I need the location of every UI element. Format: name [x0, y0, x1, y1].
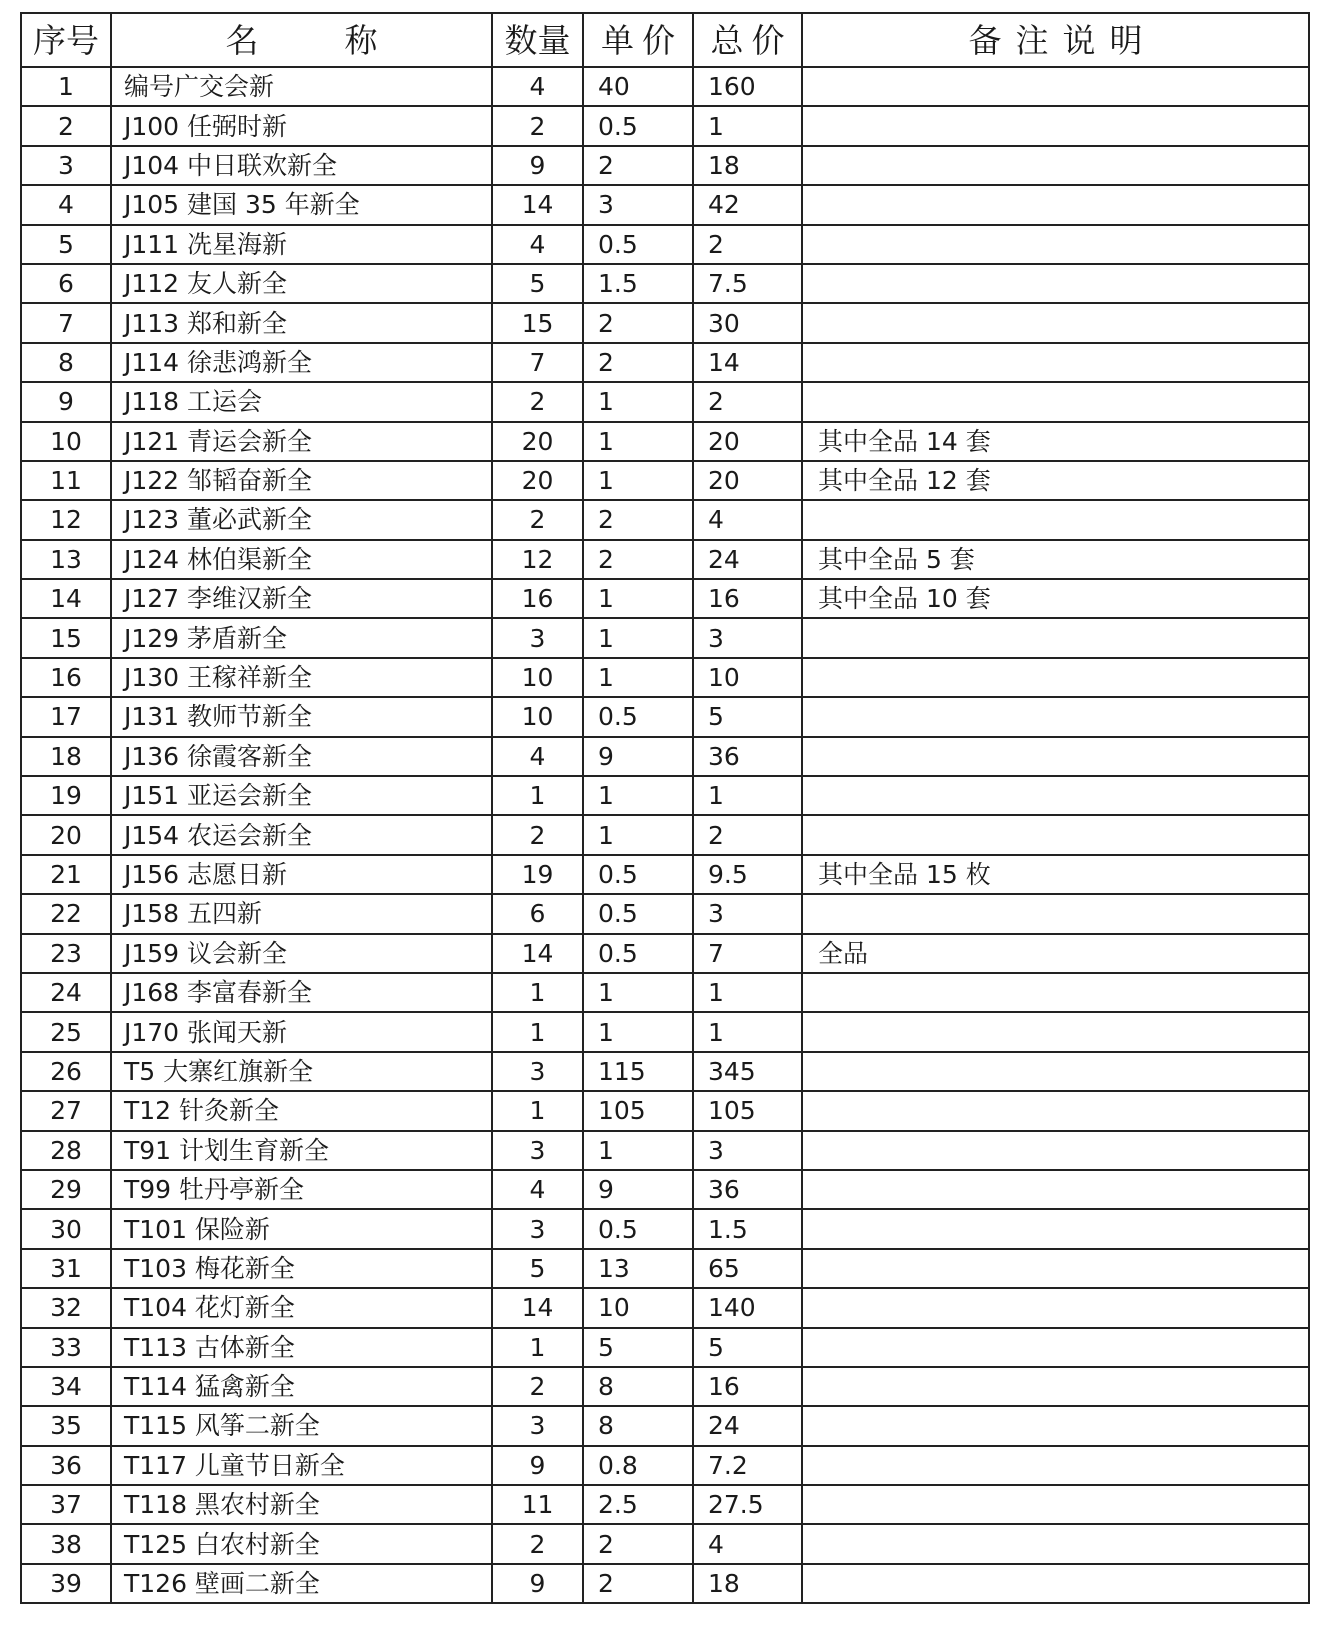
cell-name: J154 农运会新全	[111, 815, 492, 854]
cell-total: 24	[693, 540, 802, 579]
header-unit-price: 单价	[583, 13, 693, 67]
cell-note	[802, 618, 1309, 657]
cell-unit-price: 2	[583, 343, 693, 382]
cell-no: 11	[21, 461, 111, 500]
cell-unit-price: 0.8	[583, 1446, 693, 1485]
cell-note	[802, 303, 1309, 342]
cell-note	[802, 185, 1309, 224]
table-row	[21, 303, 1309, 342]
cell-no: 37	[21, 1485, 111, 1524]
table-row	[21, 461, 1309, 500]
cell-no: 17	[21, 697, 111, 736]
table-body	[21, 67, 1309, 1603]
cell-unit-price: 1	[583, 579, 693, 618]
cell-unit-price: 1.5	[583, 264, 693, 303]
table-row	[21, 1367, 1309, 1406]
cell-name: J104 中日联欢新全	[111, 146, 492, 185]
cell-unit-price: 40	[583, 67, 693, 106]
cell-no: 5	[21, 225, 111, 264]
table-row	[21, 737, 1309, 776]
table-row	[21, 1524, 1309, 1563]
cell-qty: 4	[492, 1170, 583, 1209]
cell-no: 27	[21, 1091, 111, 1130]
cell-qty: 20	[492, 422, 583, 461]
cell-note	[802, 1170, 1309, 1209]
cell-no: 1	[21, 67, 111, 106]
cell-total: 160	[693, 67, 802, 106]
cell-no: 14	[21, 579, 111, 618]
cell-name: T91 计划生育新全	[111, 1131, 492, 1170]
cell-name: T115 风筝二新全	[111, 1406, 492, 1445]
table-row	[21, 382, 1309, 421]
cell-total: 2	[693, 815, 802, 854]
cell-name: J158 五四新	[111, 894, 492, 933]
cell-name: J159 议会新全	[111, 934, 492, 973]
cell-qty: 14	[492, 1288, 583, 1327]
cell-total: 2	[693, 225, 802, 264]
cell-note	[802, 1209, 1309, 1248]
cell-note	[802, 1012, 1309, 1051]
table-row	[21, 185, 1309, 224]
cell-qty: 2	[492, 106, 583, 145]
cell-note	[802, 776, 1309, 815]
cell-total: 1.5	[693, 1209, 802, 1248]
cell-qty: 6	[492, 894, 583, 933]
cell-qty: 14	[492, 934, 583, 973]
cell-qty: 16	[492, 579, 583, 618]
table-row	[21, 894, 1309, 933]
cell-name: J124 林伯渠新全	[111, 540, 492, 579]
cell-name: T103 梅花新全	[111, 1249, 492, 1288]
cell-unit-price: 1	[583, 422, 693, 461]
cell-qty: 3	[492, 1209, 583, 1248]
cell-note	[802, 500, 1309, 539]
cell-unit-price: 10	[583, 1288, 693, 1327]
cell-name: J127 李维汉新全	[111, 579, 492, 618]
cell-total: 2	[693, 382, 802, 421]
cell-unit-price: 0.5	[583, 934, 693, 973]
cell-qty: 3	[492, 618, 583, 657]
cell-qty: 2	[492, 815, 583, 854]
cell-total: 1	[693, 1012, 802, 1051]
cell-no: 33	[21, 1328, 111, 1367]
cell-qty: 1	[492, 1091, 583, 1130]
cell-total: 345	[693, 1052, 802, 1091]
cell-name: J100 任弼时新	[111, 106, 492, 145]
cell-no: 15	[21, 618, 111, 657]
cell-unit-price: 2	[583, 146, 693, 185]
cell-total: 24	[693, 1406, 802, 1445]
table-row	[21, 815, 1309, 854]
cell-qty: 1	[492, 973, 583, 1012]
table-row	[21, 540, 1309, 579]
table-row	[21, 1012, 1309, 1051]
cell-note	[802, 1091, 1309, 1130]
cell-unit-price: 1	[583, 382, 693, 421]
cell-unit-price: 0.5	[583, 225, 693, 264]
cell-name: T125 白农村新全	[111, 1524, 492, 1563]
cell-note	[802, 264, 1309, 303]
table-row	[21, 579, 1309, 618]
cell-no: 23	[21, 934, 111, 973]
cell-total: 1	[693, 776, 802, 815]
cell-note	[802, 225, 1309, 264]
cell-note: 其中全品 12 套	[802, 461, 1309, 500]
cell-no: 26	[21, 1052, 111, 1091]
cell-total: 27.5	[693, 1485, 802, 1524]
cell-total: 140	[693, 1288, 802, 1327]
table-row	[21, 618, 1309, 657]
cell-name: J156 志愿日新	[111, 855, 492, 894]
cell-qty: 14	[492, 185, 583, 224]
cell-name: J129 茅盾新全	[111, 618, 492, 657]
cell-qty: 4	[492, 67, 583, 106]
cell-no: 3	[21, 146, 111, 185]
cell-no: 7	[21, 303, 111, 342]
cell-name: J151 亚运会新全	[111, 776, 492, 815]
cell-qty: 10	[492, 658, 583, 697]
cell-name: T117 儿童节日新全	[111, 1446, 492, 1485]
table-row	[21, 776, 1309, 815]
cell-name: J105 建国 35 年新全	[111, 185, 492, 224]
cell-qty: 7	[492, 343, 583, 382]
cell-total: 3	[693, 894, 802, 933]
cell-qty: 2	[492, 1524, 583, 1563]
cell-total: 16	[693, 579, 802, 618]
cell-unit-price: 3	[583, 185, 693, 224]
table-row	[21, 855, 1309, 894]
cell-no: 10	[21, 422, 111, 461]
cell-qty: 5	[492, 1249, 583, 1288]
cell-unit-price: 2	[583, 540, 693, 579]
cell-no: 4	[21, 185, 111, 224]
cell-note	[802, 67, 1309, 106]
cell-qty: 4	[492, 225, 583, 264]
cell-no: 20	[21, 815, 111, 854]
cell-note: 其中全品 15 枚	[802, 855, 1309, 894]
cell-total: 4	[693, 1524, 802, 1563]
table-row	[21, 146, 1309, 185]
cell-note	[802, 1524, 1309, 1563]
cell-total: 7	[693, 934, 802, 973]
cell-name: T118 黑农村新全	[111, 1485, 492, 1524]
cell-unit-price: 1	[583, 461, 693, 500]
cell-note	[802, 737, 1309, 776]
cell-unit-price: 2	[583, 1564, 693, 1603]
cell-total: 4	[693, 500, 802, 539]
table-row	[21, 1485, 1309, 1524]
cell-no: 34	[21, 1367, 111, 1406]
table-row	[21, 1564, 1309, 1603]
cell-total: 65	[693, 1249, 802, 1288]
cell-qty: 9	[492, 146, 583, 185]
cell-no: 32	[21, 1288, 111, 1327]
cell-unit-price: 115	[583, 1052, 693, 1091]
cell-unit-price: 0.5	[583, 697, 693, 736]
cell-unit-price: 0.5	[583, 894, 693, 933]
cell-total: 20	[693, 461, 802, 500]
cell-unit-price: 0.5	[583, 855, 693, 894]
cell-unit-price: 9	[583, 1170, 693, 1209]
cell-note	[802, 106, 1309, 145]
cell-qty: 3	[492, 1052, 583, 1091]
cell-note: 其中全品 14 套	[802, 422, 1309, 461]
cell-qty: 10	[492, 697, 583, 736]
cell-total: 1	[693, 106, 802, 145]
cell-note	[802, 1367, 1309, 1406]
cell-no: 24	[21, 973, 111, 1012]
cell-no: 18	[21, 737, 111, 776]
cell-name: J168 李富春新全	[111, 973, 492, 1012]
cell-qty: 19	[492, 855, 583, 894]
cell-total: 105	[693, 1091, 802, 1130]
header-row	[21, 13, 1309, 67]
cell-note	[802, 973, 1309, 1012]
table-row	[21, 1328, 1309, 1367]
cell-unit-price: 2	[583, 1524, 693, 1563]
cell-unit-price: 1	[583, 618, 693, 657]
cell-name: T113 古体新全	[111, 1328, 492, 1367]
cell-qty: 1	[492, 1012, 583, 1051]
cell-qty: 1	[492, 1328, 583, 1367]
cell-name: J130 王稼祥新全	[111, 658, 492, 697]
cell-note	[802, 658, 1309, 697]
cell-note	[802, 815, 1309, 854]
cell-note	[802, 697, 1309, 736]
cell-note	[802, 1564, 1309, 1603]
header-note: 备注说明	[802, 13, 1309, 67]
cell-no: 35	[21, 1406, 111, 1445]
table-row	[21, 67, 1309, 106]
cell-no: 8	[21, 343, 111, 382]
cell-note	[802, 1249, 1309, 1288]
stamp-inventory-table	[20, 12, 1310, 1604]
table-row	[21, 422, 1309, 461]
cell-unit-price: 0.5	[583, 106, 693, 145]
cell-name: J121 青运会新全	[111, 422, 492, 461]
cell-note	[802, 382, 1309, 421]
cell-total: 3	[693, 1131, 802, 1170]
table-row	[21, 106, 1309, 145]
cell-note	[802, 343, 1309, 382]
cell-total: 3	[693, 618, 802, 657]
cell-note	[802, 894, 1309, 933]
cell-name: T12 针灸新全	[111, 1091, 492, 1130]
cell-name: J112 友人新全	[111, 264, 492, 303]
cell-note: 全品	[802, 934, 1309, 973]
header-qty: 数量	[492, 13, 583, 67]
cell-no: 21	[21, 855, 111, 894]
cell-unit-price: 1	[583, 1131, 693, 1170]
cell-note	[802, 146, 1309, 185]
cell-total: 5	[693, 1328, 802, 1367]
cell-unit-price: 8	[583, 1406, 693, 1445]
cell-unit-price: 2	[583, 303, 693, 342]
cell-qty: 20	[492, 461, 583, 500]
cell-total: 5	[693, 697, 802, 736]
cell-total: 14	[693, 343, 802, 382]
cell-note	[802, 1288, 1309, 1327]
cell-no: 13	[21, 540, 111, 579]
cell-note	[802, 1446, 1309, 1485]
cell-name: J122 邹韬奋新全	[111, 461, 492, 500]
cell-qty: 3	[492, 1406, 583, 1445]
table-row	[21, 1209, 1309, 1248]
table-row	[21, 934, 1309, 973]
cell-total: 18	[693, 1564, 802, 1603]
cell-qty: 2	[492, 1367, 583, 1406]
cell-qty: 5	[492, 264, 583, 303]
cell-note	[802, 1406, 1309, 1445]
cell-unit-price: 1	[583, 973, 693, 1012]
cell-total: 36	[693, 737, 802, 776]
table-row	[21, 1091, 1309, 1130]
cell-name: T126 壁画二新全	[111, 1564, 492, 1603]
cell-name: J131 教师节新全	[111, 697, 492, 736]
cell-qty: 1	[492, 776, 583, 815]
table-row	[21, 1446, 1309, 1485]
cell-no: 31	[21, 1249, 111, 1288]
cell-name: T101 保险新	[111, 1209, 492, 1248]
cell-name: T114 猛禽新全	[111, 1367, 492, 1406]
cell-total: 1	[693, 973, 802, 1012]
cell-total: 7.5	[693, 264, 802, 303]
cell-total: 36	[693, 1170, 802, 1209]
cell-qty: 2	[492, 382, 583, 421]
table-row	[21, 1288, 1309, 1327]
table-row	[21, 1131, 1309, 1170]
cell-name: T99 牡丹亭新全	[111, 1170, 492, 1209]
cell-name: J111 冼星海新	[111, 225, 492, 264]
header-name: 名称	[111, 13, 492, 67]
cell-unit-price: 13	[583, 1249, 693, 1288]
cell-name: J118 工运会	[111, 382, 492, 421]
cell-name: J123 董必武新全	[111, 500, 492, 539]
table-row	[21, 1249, 1309, 1288]
table-row	[21, 225, 1309, 264]
cell-unit-price: 1	[583, 1012, 693, 1051]
cell-note: 其中全品 10 套	[802, 579, 1309, 618]
cell-no: 29	[21, 1170, 111, 1209]
cell-no: 25	[21, 1012, 111, 1051]
cell-no: 30	[21, 1209, 111, 1248]
cell-unit-price: 9	[583, 737, 693, 776]
cell-total: 20	[693, 422, 802, 461]
cell-unit-price: 1	[583, 815, 693, 854]
cell-qty: 11	[492, 1485, 583, 1524]
cell-note	[802, 1052, 1309, 1091]
cell-total: 9.5	[693, 855, 802, 894]
header-total: 总价	[693, 13, 802, 67]
table-row	[21, 1052, 1309, 1091]
table-row	[21, 1170, 1309, 1209]
cell-name: J170 张闻天新	[111, 1012, 492, 1051]
table-row	[21, 500, 1309, 539]
cell-qty: 4	[492, 737, 583, 776]
cell-unit-price: 5	[583, 1328, 693, 1367]
cell-qty: 9	[492, 1446, 583, 1485]
cell-no: 12	[21, 500, 111, 539]
stamp-inventory-sheet	[20, 12, 1308, 1604]
cell-no: 9	[21, 382, 111, 421]
cell-no: 28	[21, 1131, 111, 1170]
cell-name: J114 徐悲鸿新全	[111, 343, 492, 382]
cell-no: 2	[21, 106, 111, 145]
table-row	[21, 1406, 1309, 1445]
cell-no: 38	[21, 1524, 111, 1563]
cell-no: 36	[21, 1446, 111, 1485]
cell-unit-price: 2	[583, 500, 693, 539]
cell-unit-price: 1	[583, 776, 693, 815]
cell-name: J113 郑和新全	[111, 303, 492, 342]
table-row	[21, 973, 1309, 1012]
cell-name: T5 大寨红旗新全	[111, 1052, 492, 1091]
cell-no: 39	[21, 1564, 111, 1603]
cell-no: 19	[21, 776, 111, 815]
cell-total: 7.2	[693, 1446, 802, 1485]
cell-note	[802, 1131, 1309, 1170]
table-row	[21, 658, 1309, 697]
cell-unit-price: 105	[583, 1091, 693, 1130]
cell-qty: 15	[492, 303, 583, 342]
cell-no: 6	[21, 264, 111, 303]
cell-name: J136 徐霞客新全	[111, 737, 492, 776]
cell-name: 编号广交会新	[111, 67, 492, 106]
cell-no: 16	[21, 658, 111, 697]
table-row	[21, 343, 1309, 382]
cell-qty: 2	[492, 500, 583, 539]
cell-no: 22	[21, 894, 111, 933]
cell-note: 其中全品 5 套	[802, 540, 1309, 579]
table-row	[21, 264, 1309, 303]
cell-total: 10	[693, 658, 802, 697]
cell-total: 30	[693, 303, 802, 342]
table-row	[21, 697, 1309, 736]
cell-unit-price: 0.5	[583, 1209, 693, 1248]
cell-unit-price: 2.5	[583, 1485, 693, 1524]
cell-total: 18	[693, 146, 802, 185]
cell-unit-price: 8	[583, 1367, 693, 1406]
cell-note	[802, 1328, 1309, 1367]
cell-note	[802, 1485, 1309, 1524]
cell-name: T104 花灯新全	[111, 1288, 492, 1327]
cell-total: 16	[693, 1367, 802, 1406]
cell-qty: 9	[492, 1564, 583, 1603]
header-no: 序号	[21, 13, 111, 67]
cell-unit-price: 1	[583, 658, 693, 697]
cell-qty: 12	[492, 540, 583, 579]
cell-qty: 3	[492, 1131, 583, 1170]
cell-total: 42	[693, 185, 802, 224]
